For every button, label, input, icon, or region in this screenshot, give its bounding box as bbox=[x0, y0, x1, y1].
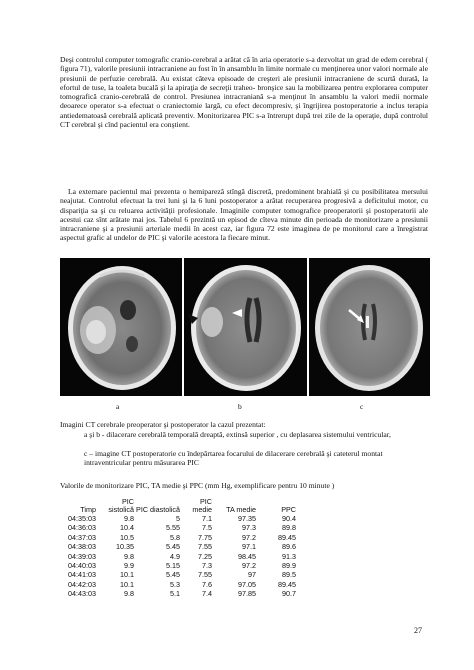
cell-pic-diastolic: 5.45 bbox=[166, 570, 180, 580]
cell-time: 04:41:03 bbox=[68, 570, 96, 580]
cell-ta-mean: 97.1 bbox=[242, 542, 256, 552]
figure-caption-ab: a şi b - dilacerare cerebrală temporală dreaptă, extinsă superior , cu deplasarea sistemului ventricular, bbox=[84, 430, 391, 439]
cell-ppc: 89.45 bbox=[278, 579, 296, 589]
cell-pic-mean: 7.55 bbox=[198, 570, 212, 580]
table-row bbox=[60, 523, 296, 532]
cell-time: 04:37:03 bbox=[68, 532, 96, 542]
cell-pic-mean: 7.3 bbox=[202, 561, 212, 571]
ct-image-b bbox=[184, 258, 307, 396]
cell-ta-mean: 97.2 bbox=[242, 561, 256, 571]
cell-time: 04:35:03 bbox=[68, 514, 96, 523]
cell-pic-diastolic: 4.9 bbox=[170, 551, 180, 561]
monitoring-table bbox=[60, 498, 296, 599]
cell-ppc: 91.3 bbox=[282, 551, 296, 561]
col-header-time: Timp bbox=[80, 505, 96, 514]
cell-ta-mean: 97.2 bbox=[242, 532, 256, 542]
cell-pic-systolic: 10.5 bbox=[120, 532, 134, 542]
col-header-pic-mean: PIC medie bbox=[192, 497, 212, 514]
cell-ppc: 89.9 bbox=[282, 561, 296, 571]
cell-time: 04:43:03 bbox=[68, 589, 96, 599]
table-row bbox=[60, 580, 296, 589]
cell-time: 04:36:03 bbox=[68, 523, 96, 533]
col-header-pic-systolic: PIC sistolică bbox=[108, 497, 134, 514]
figure-label-c: c bbox=[360, 402, 364, 411]
cell-pic-systolic: 10.1 bbox=[120, 570, 134, 580]
figure-caption-c: c – imagine CT postoperatorie cu îndepărtarea focarului de dilacerare cerebrală şi cateterul montat intraventricular pentru măsurarea PIC bbox=[84, 449, 383, 468]
ct-image-a bbox=[60, 258, 182, 396]
cell-pic-systolic: 9.8 bbox=[124, 589, 134, 599]
table-row bbox=[60, 552, 296, 561]
cell-pic-systolic: 10.1 bbox=[120, 579, 134, 589]
cell-ppc: 89.5 bbox=[282, 570, 296, 580]
cell-pic-diastolic: 5.1 bbox=[170, 589, 180, 599]
cell-pic-diastolic: 5.3 bbox=[170, 579, 180, 589]
cell-pic-mean: 7.55 bbox=[198, 542, 212, 552]
cell-pic-diastolic: 5.8 bbox=[170, 532, 180, 542]
figure-caption-title: Imagini CT cerebrale preoperator şi postoperator la cazul prezentat: bbox=[60, 420, 266, 429]
cell-ta-mean: 97.85 bbox=[238, 589, 256, 599]
cell-ppc: 90.7 bbox=[282, 589, 296, 599]
cell-ta-mean: 98.45 bbox=[238, 551, 256, 561]
table-row bbox=[60, 570, 296, 579]
cell-ta-mean: 97 bbox=[248, 570, 256, 580]
paragraph-1: Deşi controlul computer tomografic cranio-cerebral a arătat că în aria operatorie s-a dezvoltat un grad de edem cerebral ( figura 71), valorile presiunii intracraniene au fost în în ansamblu în limite normale cu menţinerea unor valori normale ale presiunii de perfuzie cerebrală. Au existat câteva episoade de creşteri ale presiunii intracraniene de scurtă durată, la efortul de tuse, la toaleta bucală şi la apiraţia de secreţii traheo- bronşice sau la mobilizarea pentru explorarea computer tomografică cranio-cerebrală de control. Presiunea intracraniană s-a menţinut în ansamblu la valori medii normale deoarece operator s-a efectuat o craniectomie largă, cu efect decompresiv, şi îngrijirea postoperatorie a inclus terapia antiedematoasă cerebrală aplicată preventiv. Monitorizarea PIC s-a întrerupt după trei zile de la operaţie, după controlul CT cerebral şi cînd pacientul era conştient. bbox=[60, 55, 428, 130]
col-header-ta-mean: TA medie bbox=[226, 505, 256, 514]
table-row bbox=[60, 533, 296, 542]
figure-label-b: b bbox=[238, 402, 242, 411]
cell-time: 04:39:03 bbox=[68, 551, 96, 561]
cell-pic-mean: 7.25 bbox=[198, 551, 212, 561]
cell-pic-mean: 7.5 bbox=[202, 523, 212, 533]
cell-pic-diastolic: 5 bbox=[176, 514, 180, 523]
cell-ppc: 89.8 bbox=[282, 523, 296, 533]
table-title: Valorile de monitorizare PIC, TA medie şi PPC (mm Hg, exemplificare pentru 10 minute ) bbox=[60, 481, 335, 490]
cell-pic-systolic: 9.9 bbox=[124, 561, 134, 571]
cell-ppc: 89.6 bbox=[282, 542, 296, 552]
figure-label-a: a bbox=[116, 402, 120, 411]
cell-pic-diastolic: 5.55 bbox=[166, 523, 180, 533]
cell-pic-systolic: 10.35 bbox=[116, 542, 134, 552]
cell-pic-diastolic: 5.45 bbox=[166, 542, 180, 552]
ct-figure-row bbox=[60, 258, 430, 396]
cell-pic-systolic: 9.8 bbox=[124, 551, 134, 561]
cell-ta-mean: 97.05 bbox=[238, 579, 256, 589]
cell-ppc: 89.45 bbox=[278, 532, 296, 542]
table-row bbox=[60, 542, 296, 551]
paragraph-2: La externare pacientul mai prezenta o hemipareză stîngă discretă, predominent brahială şi cu posibilitatea mersului neajutat. Controlul efectuat la trei luni şi la 6 luni postoperator a arătat recuperarea progresivă a deficitului motor, cu dispariţia sa şi cu reluarea activităţii profesionale. Imaginile computer tomografice preoperatorii şi postoperatorii ale acestui caz sînt arătate mai jos. Tabelul 6 prezintă un episod de cîteva minute din perioada de monitorizare a presiunii intracraniene şi a presiunii arteriale medii în acest caz, iar figura 72 este imaginea de pe monitorul care a înregistrat aspectul grafic al undelor de PIC şi valorile acestora la fiecare minut. bbox=[60, 187, 428, 243]
col-header-ppc: PPC bbox=[281, 505, 296, 514]
cell-pic-diastolic: 5.15 bbox=[166, 561, 180, 571]
ct-image-c bbox=[309, 258, 430, 396]
table-header-row bbox=[60, 498, 296, 514]
cell-ta-mean: 97.3 bbox=[242, 523, 256, 533]
cell-pic-mean: 7.1 bbox=[202, 514, 212, 523]
cell-pic-mean: 7.6 bbox=[202, 579, 212, 589]
page-number: 27 bbox=[414, 626, 422, 635]
cell-time: 04:38:03 bbox=[68, 542, 96, 552]
cell-time: 04:42:03 bbox=[68, 579, 96, 589]
cell-pic-systolic: 10.4 bbox=[120, 523, 134, 533]
table-row bbox=[60, 589, 296, 598]
cell-time: 04:40:03 bbox=[68, 561, 96, 571]
cell-pic-systolic: 9.8 bbox=[124, 514, 134, 523]
col-header-pic-diastolic: PIC diastolică bbox=[136, 505, 180, 514]
cell-ppc: 90.4 bbox=[282, 514, 296, 523]
cell-ta-mean: 97.35 bbox=[238, 514, 256, 523]
cell-pic-mean: 7.4 bbox=[202, 589, 212, 599]
cell-pic-mean: 7.75 bbox=[198, 532, 212, 542]
table-row bbox=[60, 514, 296, 523]
table-row bbox=[60, 561, 296, 570]
